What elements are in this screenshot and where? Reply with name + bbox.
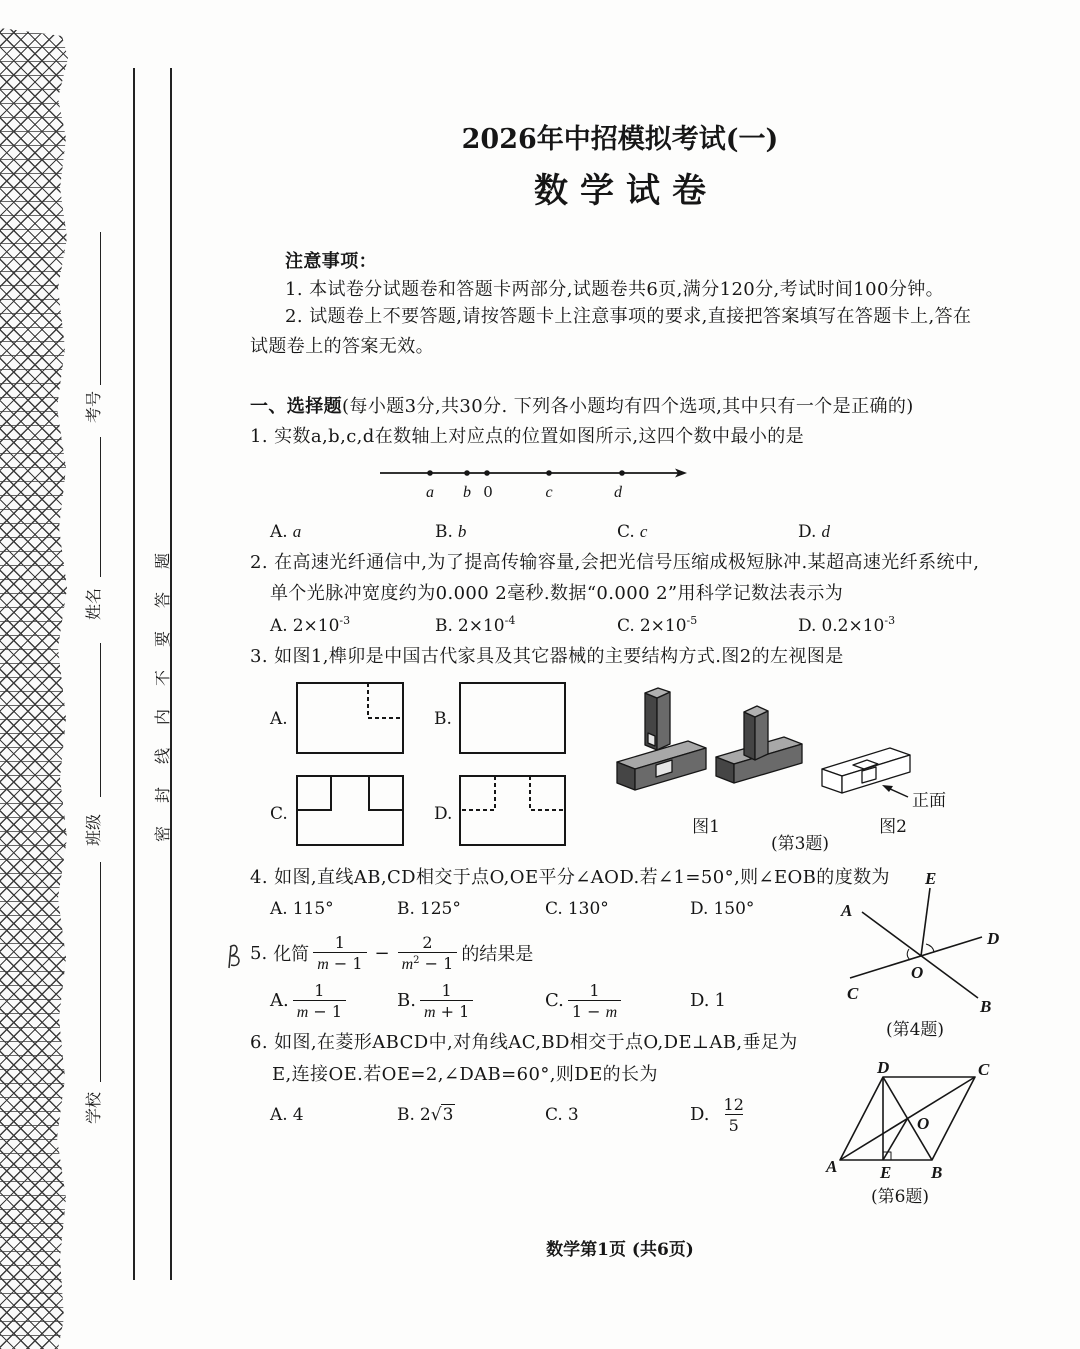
front-label: 正面 <box>912 791 946 811</box>
exam-number-blank <box>100 232 101 385</box>
q1-option-b <box>435 521 466 543</box>
option-label: B. <box>397 990 416 1011</box>
option-label: A. <box>270 1105 288 1125</box>
q4-figure <box>835 860 1010 1020</box>
option-label: A. <box>270 616 288 636</box>
question-text: 如图,直线AB,CD相交于点O,OE平分∠AOD.若∠1=50°,则∠EOB的度数为 <box>274 867 890 888</box>
option-value: 130° <box>567 899 609 919</box>
point-label-b: B <box>980 997 992 1016</box>
question-number: 3. <box>250 646 268 667</box>
question-number: 2. <box>250 552 268 573</box>
option-label: D. <box>690 899 709 919</box>
q5-option-c <box>545 977 625 1025</box>
question-2-stem <box>250 552 979 574</box>
section-heading <box>250 396 914 418</box>
school-label: 学校 <box>84 1091 103 1125</box>
option-label: C. <box>617 522 635 542</box>
q1-option-c <box>617 521 647 543</box>
q1-option-d <box>798 521 830 543</box>
option-label: D. <box>798 616 817 636</box>
point-zero <box>484 470 490 476</box>
question-text-suffix: 的结果是 <box>461 944 534 965</box>
notice-line-2: 2. 试题卷上不要答题,请按答题卡上注意事项的要求,直接把答案填写在答题卡上,答在 <box>285 306 972 327</box>
option-base: 2×10 <box>292 616 340 636</box>
school-blank <box>100 862 101 1082</box>
option-fraction: $\frac{1}{1 - m}$ <box>568 981 621 1022</box>
q6-option-b <box>397 1104 455 1126</box>
numerator: 2 <box>422 932 433 952</box>
q3-caption: (第3题) <box>770 834 830 854</box>
question-number: 1. <box>250 426 268 447</box>
option-value: 4 <box>292 1105 304 1125</box>
fig1-separate-pieces <box>617 688 706 790</box>
point-label-e: E <box>880 1163 892 1182</box>
point-c <box>546 470 552 476</box>
point-label-a: A <box>826 1157 838 1176</box>
front-arrow-icon <box>882 785 893 792</box>
label-a: a <box>426 484 434 501</box>
fig2-caption: 图2 <box>879 817 907 837</box>
name-label: 姓名 <box>84 587 103 621</box>
question-text: 实数a,b,c,d在数轴上对应点的位置如图所示,这四个数中最小的是 <box>274 426 805 447</box>
option-label: C. <box>617 616 635 636</box>
fig2-block <box>822 748 910 793</box>
point-b <box>464 470 470 476</box>
segment-oe <box>883 1119 908 1161</box>
option-value: a <box>292 522 302 541</box>
numerator: 1 <box>334 932 345 952</box>
point-label-b: B <box>931 1163 943 1182</box>
point-label-o: O <box>911 963 924 982</box>
option-value: 3 <box>567 1105 579 1125</box>
point-label-c: C <box>847 984 859 1003</box>
view-d-hidden-left <box>460 776 495 810</box>
view-b-rect <box>460 683 565 753</box>
notice-line-3: 试题卷上的答案无效。 <box>250 336 434 357</box>
question-1-stem <box>250 426 804 448</box>
option-label: D. <box>690 1104 710 1125</box>
q2-option-b <box>435 615 515 637</box>
view-a-hidden-line <box>368 683 403 718</box>
q4-caption: (第4题) <box>885 1020 945 1040</box>
binding-line-outer <box>133 68 135 1280</box>
q1-option-a <box>270 521 301 543</box>
section-label: 一、选择题 <box>250 396 342 417</box>
q3-option-views <box>290 675 575 855</box>
front-arrow-shaft <box>888 788 908 797</box>
q4-option-c <box>545 898 609 920</box>
question-text: 如图1,榫卯是中国古代家具及其它器械的主要结构方式.图2的左视图是 <box>274 646 844 667</box>
option-exponent: -5 <box>686 614 698 627</box>
denominator: $m^2 - 1$ <box>398 952 458 974</box>
option-value: b <box>457 522 467 541</box>
option-label: B. <box>435 616 453 636</box>
q6-option-a <box>270 1104 304 1126</box>
option-label: D. <box>690 990 710 1011</box>
option-fraction: $\frac{1}{m - 1}$ <box>293 981 346 1022</box>
class-label: 班级 <box>84 813 103 847</box>
fig1-caption: 图1 <box>692 817 720 837</box>
q3-option-c-label: C. <box>270 804 288 824</box>
q3-mortise-tenon-figure <box>605 680 965 855</box>
q6-option-d <box>690 1091 752 1139</box>
section-description: (每小题3分,共30分. 下列各小题均有四个选项,其中只有一个是正确的) <box>342 396 914 417</box>
q5-option-d <box>690 977 726 1025</box>
exam-number-label: 考号 <box>84 390 103 424</box>
view-c-notch-left <box>297 776 331 810</box>
page-footer: 数学第1页 (共6页) <box>546 1240 694 1260</box>
option-label: A. <box>270 899 288 919</box>
view-c-notch-right <box>369 776 403 810</box>
label-b: b <box>463 484 471 501</box>
question-6-stem-line-2: E,连接OE.若OE=2,∠DAB=60°,则DE的长为 <box>272 1064 658 1085</box>
question-number: 6. <box>250 1032 268 1053</box>
question-3-stem <box>250 646 844 668</box>
option-value: 1 <box>714 990 726 1011</box>
question-text: 如图,在菱形ABCD中,对角线AC,BD相交于点O,DE⊥AB,垂足为 <box>274 1032 798 1053</box>
q6-option-c <box>545 1104 579 1126</box>
name-blank <box>100 437 101 577</box>
option-value: d <box>821 522 830 541</box>
q4-option-d <box>690 898 754 920</box>
option-label: A. <box>270 522 288 542</box>
q4-option-a <box>270 898 334 920</box>
notice-heading: 注意事项： <box>285 251 377 272</box>
q5-option-b <box>397 977 477 1025</box>
q3-option-d-label: D. <box>434 804 453 824</box>
seal-line-notice: 密封线内不要答题 <box>153 529 172 843</box>
number-line-figure <box>375 458 695 504</box>
option-fraction: $\frac{12}{5}$ <box>723 1095 744 1135</box>
question-text: 在高速光纤通信中,为了提高传输容量,会把光信号压缩成极短脉冲.某超高速光纤系统中, <box>274 552 980 573</box>
option-base: 2×10 <box>457 616 505 636</box>
angle-mark <box>926 944 934 952</box>
fig1-assembled-piece <box>716 706 802 783</box>
minus-sign: − <box>374 942 390 964</box>
question-5-stem <box>250 929 533 977</box>
option-exponent: -4 <box>504 614 516 627</box>
point-label-e: E <box>925 869 937 888</box>
point-label-d: D <box>987 929 1000 948</box>
question-number: 5. <box>250 942 268 964</box>
q5-option-a <box>270 977 350 1025</box>
class-blank <box>100 643 101 797</box>
q4-option-b <box>397 898 461 920</box>
ray-oe <box>921 888 930 956</box>
option-label: C. <box>545 990 564 1011</box>
option-label: B. <box>397 1105 415 1125</box>
option-value: c <box>639 522 648 541</box>
q3-option-a-label: A. <box>270 709 288 729</box>
option-label: B. <box>397 899 415 919</box>
option-value: 150° <box>713 899 755 919</box>
option-label: D. <box>798 522 817 542</box>
fraction-1 <box>313 933 366 974</box>
question-number: 4. <box>250 867 268 888</box>
point-label-c: C <box>978 1060 990 1079</box>
sqrt-icon: √ <box>430 1105 442 1125</box>
exam-subtitle: 数学试卷 <box>534 171 718 211</box>
option-label: B. <box>435 522 453 542</box>
view-d-hidden-right <box>530 776 565 810</box>
label-d: d <box>614 484 622 501</box>
torn-edge-pattern <box>0 28 70 1349</box>
question-6-stem <box>250 1032 798 1054</box>
point-a <box>427 470 433 476</box>
option-exponent: -3 <box>339 614 351 627</box>
option-exponent: -3 <box>884 614 896 627</box>
handwritten-mark <box>226 942 250 970</box>
label-zero: 0 <box>483 483 493 501</box>
option-fraction: $\frac{1}{m + 1}$ <box>420 981 473 1022</box>
q6-caption: (第6题) <box>870 1187 930 1207</box>
option-label: A. <box>270 990 289 1011</box>
point-d <box>619 470 625 476</box>
point-label-o: O <box>917 1114 930 1133</box>
option-radicand: 3 <box>442 1105 454 1125</box>
denominator: m − 1 <box>313 952 366 974</box>
q2-option-a <box>270 615 350 637</box>
question-4-stem <box>250 867 890 889</box>
view-a-rect <box>297 683 403 753</box>
q2-option-c <box>617 615 697 637</box>
fraction-2 <box>398 933 458 974</box>
option-base: 0.2×10 <box>821 616 885 636</box>
option-base: 2×10 <box>639 616 687 636</box>
q2-option-d <box>798 615 895 637</box>
option-label: C. <box>545 1105 563 1125</box>
option-value: 125° <box>419 899 461 919</box>
angle-mark <box>907 949 910 960</box>
question-2-stem-line-2: 单个光脉冲宽度约为0.000 2毫秒.数据“0.000 2”用科学记数法表示为 <box>270 583 844 604</box>
line-ab <box>862 912 978 998</box>
point-label-d: D <box>877 1058 890 1077</box>
option-value: 115° <box>292 899 334 919</box>
notice-line-1: 1. 本试卷分试题卷和答题卡两部分,试题卷共6页,满分120分,考试时间100分钟。 <box>285 279 945 300</box>
option-label: C. <box>545 899 563 919</box>
q6-figure <box>820 1058 1000 1183</box>
label-c: c <box>545 484 553 501</box>
exam-title: 2026年中招模拟考试(一) <box>461 124 779 155</box>
question-text-prefix: 化简 <box>273 944 310 965</box>
q3-option-b-label: B. <box>434 709 452 729</box>
option-coefficient: 2 <box>419 1105 431 1125</box>
view-d-rect <box>460 776 565 845</box>
point-label-a: A <box>841 901 853 920</box>
